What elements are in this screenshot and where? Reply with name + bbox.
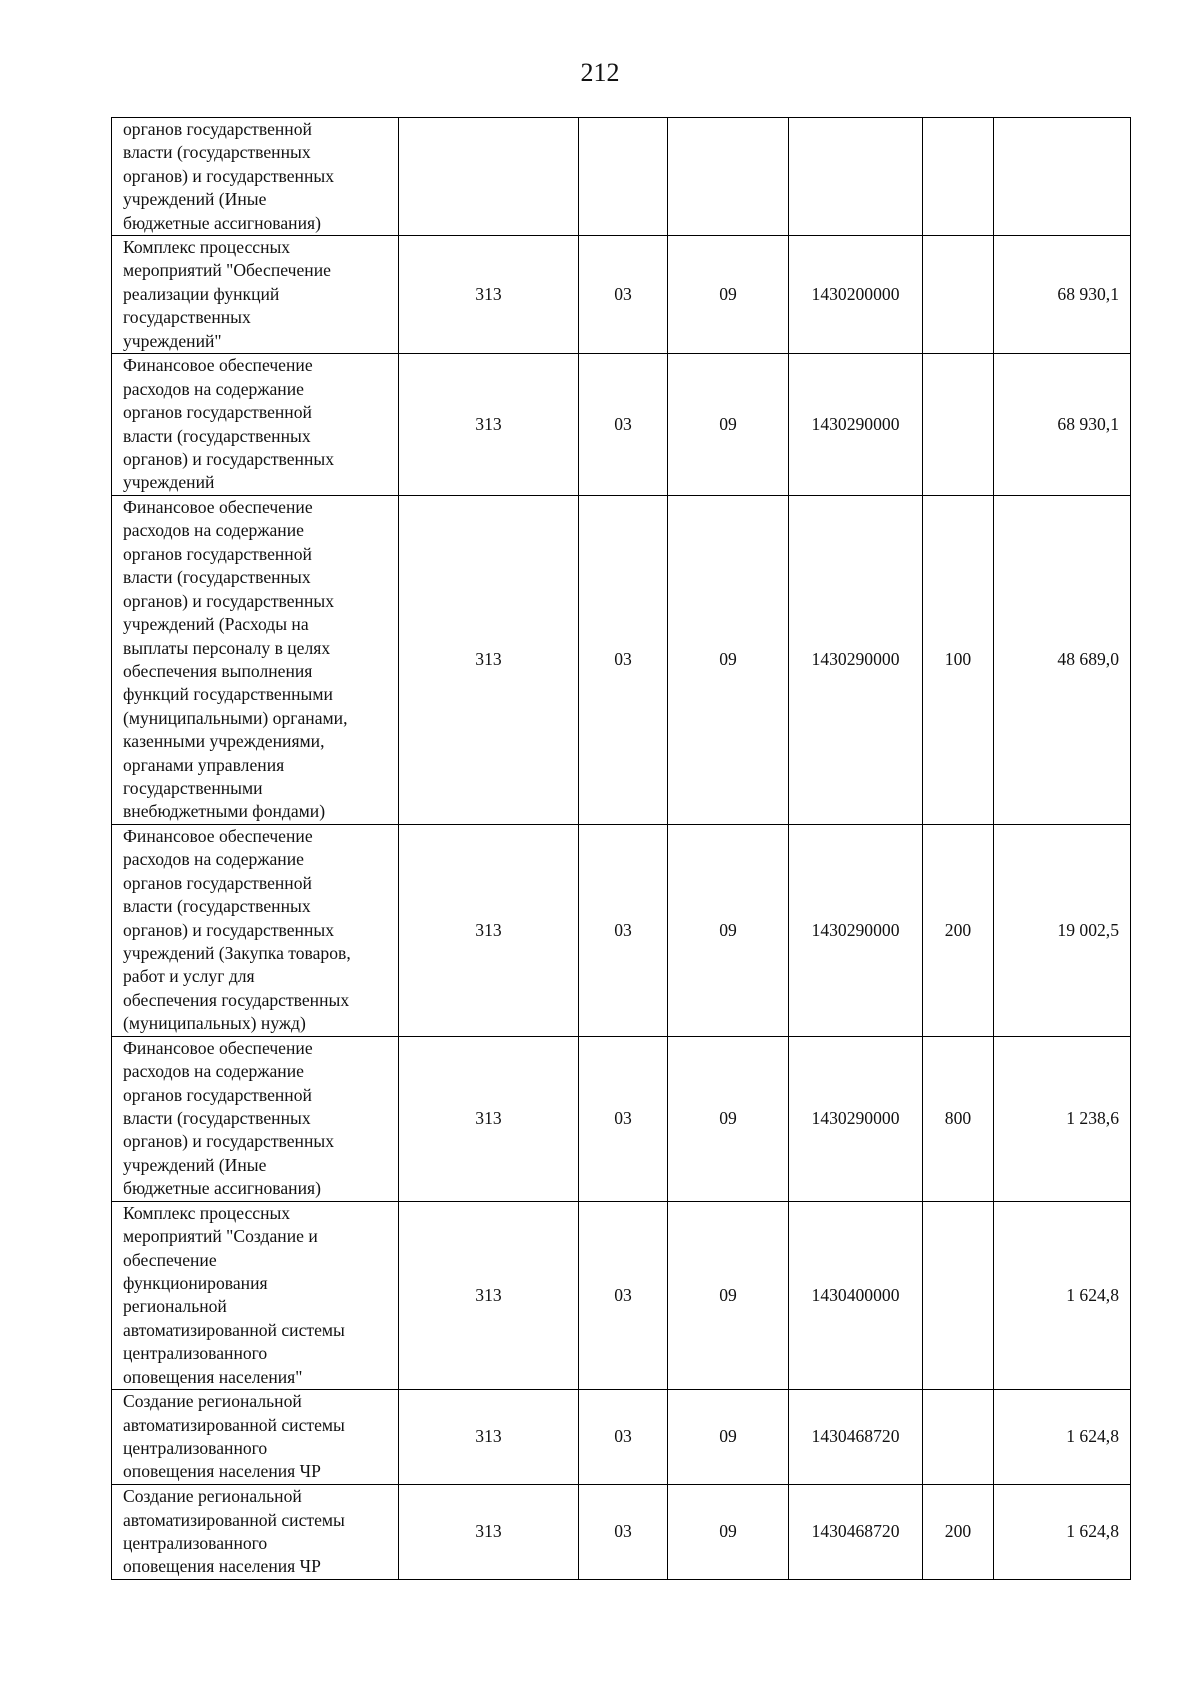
table-row [112,354,1131,496]
target-article-cell: 1430200000 [789,236,923,354]
row-name-cell: Комплекс процессных мероприятий "Создание и обеспечение функционирования региональной автоматизированной системы централизованного оповещения населения" [112,1201,399,1389]
ministry-code-cell: 313 [399,236,579,354]
expense-type-cell [923,236,994,354]
table-row [112,236,1131,354]
section-code-cell: 03 [579,1390,668,1485]
ministry-code-cell [399,118,579,236]
ministry-code-cell: 313 [399,1036,579,1201]
expense-type-cell: 200 [923,824,994,1036]
target-article-cell: 1430290000 [789,496,923,825]
target-article-cell: 1430400000 [789,1201,923,1389]
table-row [112,118,1131,236]
subsection-code-cell: 09 [668,236,789,354]
subsection-code-cell: 09 [668,824,789,1036]
target-article-cell: 1430290000 [789,1036,923,1201]
table-row [112,1036,1131,1201]
amount-cell: 19 002,5 [994,824,1131,1036]
row-name-cell: Финансовое обеспечение расходов на содержание органов государственной власти (государственных органов) и государственных учреждений (Закупка товаров, работ и услуг для обеспечения государственных (муниципальных) нужд) [112,824,399,1036]
section-code-cell [579,118,668,236]
target-article-cell: 1430468720 [789,1390,923,1485]
table-row [112,496,1131,825]
amount-cell: 48 689,0 [994,496,1131,825]
subsection-code-cell: 09 [668,354,789,496]
subsection-code-cell [668,118,789,236]
amount-cell: 68 930,1 [994,236,1131,354]
section-code-cell: 03 [579,824,668,1036]
budget-table [111,117,1131,1580]
amount-cell [994,118,1131,236]
subsection-code-cell: 09 [668,496,789,825]
subsection-code-cell: 09 [668,1201,789,1389]
row-name-cell: Финансовое обеспечение расходов на содержание органов государственной власти (государственных органов) и государственных учреждений [112,354,399,496]
amount-cell: 1 624,8 [994,1485,1131,1580]
target-article-cell: 1430290000 [789,824,923,1036]
row-name-cell: Финансовое обеспечение расходов на содержание органов государственной власти (государственных органов) и государственных учреждений (Расходы на выплаты персоналу в целях обеспечения выполнения функций государственными (муниципальными) органами, казенными учреждениями, органами управления государственными внебюджетными фондами) [112,496,399,825]
ministry-code-cell: 313 [399,1201,579,1389]
row-name-cell: Создание региональной автоматизированной системы централизованного оповещения населения ЧР [112,1390,399,1485]
expense-type-cell [923,1201,994,1389]
section-code-cell: 03 [579,1485,668,1580]
expense-type-cell [923,118,994,236]
section-code-cell: 03 [579,354,668,496]
section-code-cell: 03 [579,236,668,354]
ministry-code-cell: 313 [399,1485,579,1580]
target-article-cell: 1430468720 [789,1485,923,1580]
expense-type-cell: 800 [923,1036,994,1201]
target-article-cell: 1430290000 [789,354,923,496]
table-row [112,824,1131,1036]
row-name-cell: Комплекс процессных мероприятий "Обеспечение реализации функций государственных учреждений" [112,236,399,354]
subsection-code-cell: 09 [668,1036,789,1201]
expense-type-cell: 100 [923,496,994,825]
subsection-code-cell: 09 [668,1390,789,1485]
table-row [112,1201,1131,1389]
ministry-code-cell: 313 [399,824,579,1036]
ministry-code-cell: 313 [399,1390,579,1485]
expense-type-cell: 200 [923,1485,994,1580]
table-row [112,1390,1131,1485]
row-name-cell: Создание региональной автоматизированной системы централизованного оповещения населения ЧР [112,1485,399,1580]
table-row [112,1485,1131,1580]
expense-type-cell [923,1390,994,1485]
section-code-cell: 03 [579,496,668,825]
amount-cell: 68 930,1 [994,354,1131,496]
target-article-cell [789,118,923,236]
subsection-code-cell: 09 [668,1485,789,1580]
section-code-cell: 03 [579,1201,668,1389]
section-code-cell: 03 [579,1036,668,1201]
ministry-code-cell: 313 [399,354,579,496]
ministry-code-cell: 313 [399,496,579,825]
page-number: 212 [580,58,620,87]
row-name-cell: органов государственной власти (государственных органов) и государственных учреждений (Иные бюджетные ассигнования) [112,118,399,236]
expense-type-cell [923,354,994,496]
amount-cell: 1 624,8 [994,1201,1131,1389]
row-name-cell: Финансовое обеспечение расходов на содержание органов государственной власти (государственных органов) и государственных учреждений (Иные бюджетные ассигнования) [112,1036,399,1201]
amount-cell: 1 624,8 [994,1390,1131,1485]
budget-table-body [112,118,1131,1580]
amount-cell: 1 238,6 [994,1036,1131,1201]
